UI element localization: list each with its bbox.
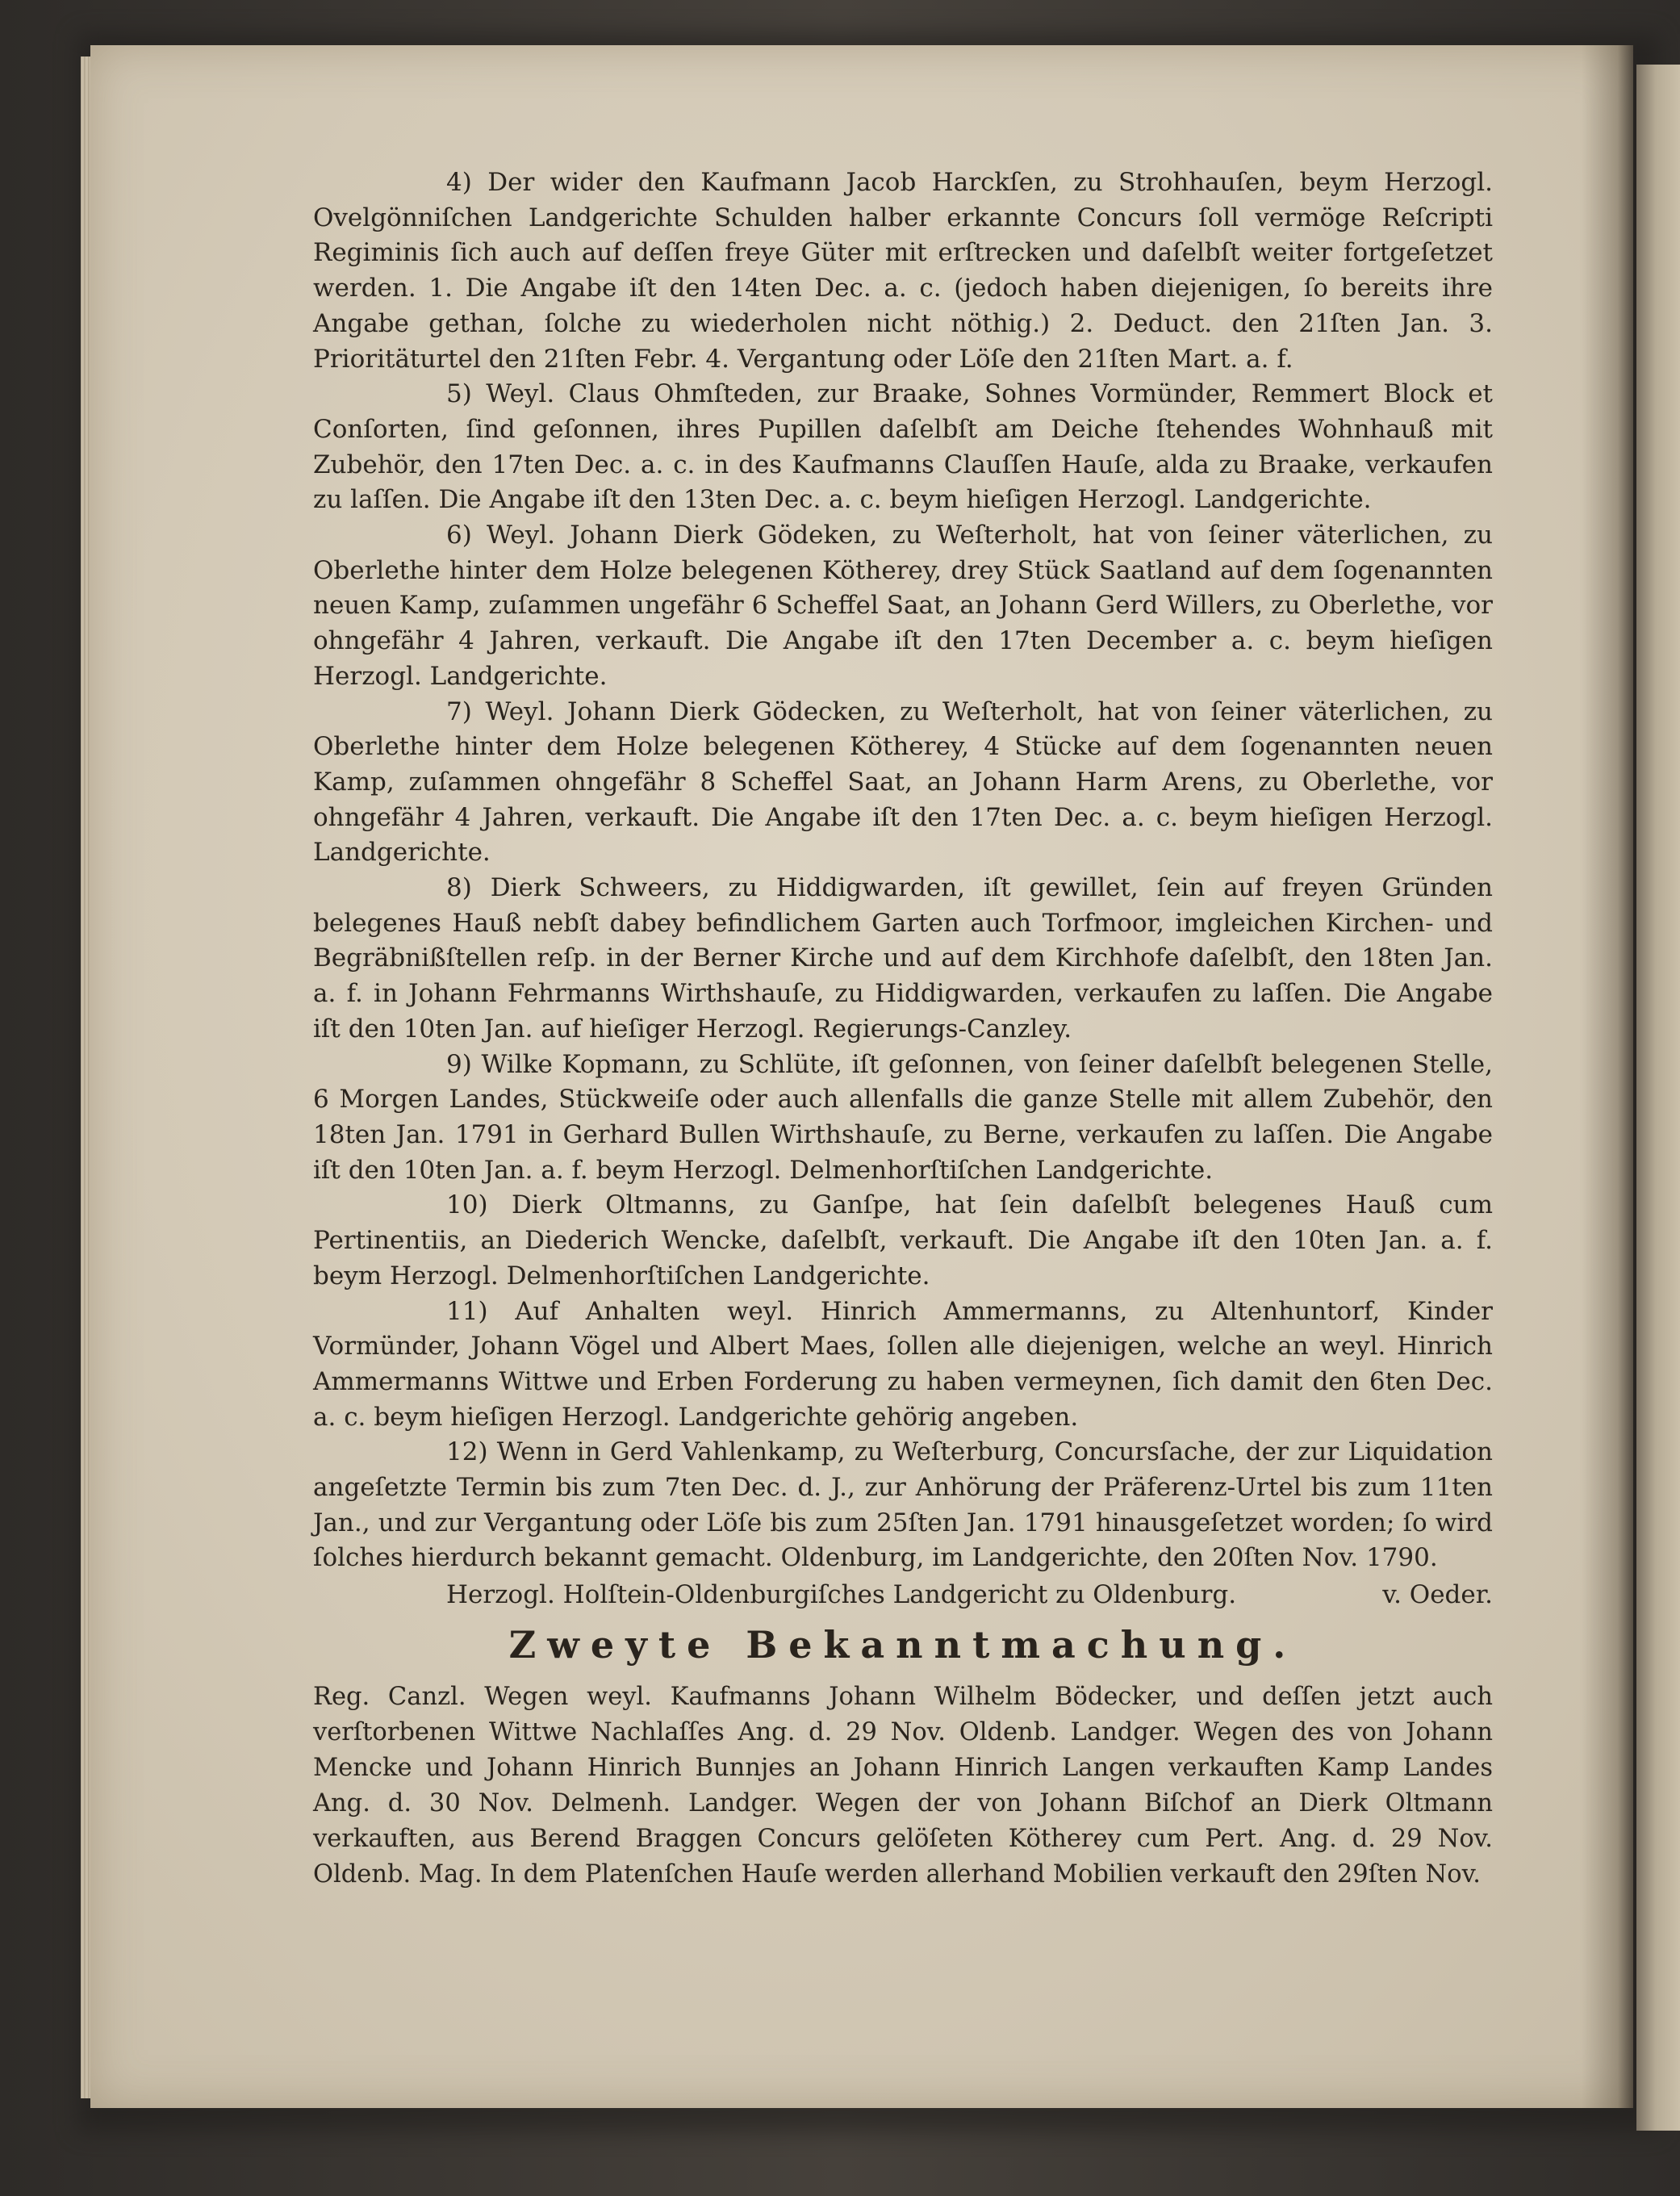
notice-paragraph-4: 4) Der wider den Kaufmann Jacob Harckſen, zu Strohhauſen, beym Herzogl. Ovelgönniſchen Landgerichte Schulden halber erkannte Concurs ſoll vermöge Reſcripti Regiminis ſich auch auf deſſen freye Güter mit erſtrecken und daſelbſt weiter fortgeſetzet werden. 1. Die Angabe iſt den 14ten Dec. a. c. (jedoch haben diejenigen, ſo bereits ihre Angabe gethan, ſolche zu wiederholen nicht nöthig.) 2. Deduct. den 21ſten Jan. 3. Prioritäturtel den 21ſten Febr. 4. Vergantung oder Löſe den 21ſten Mart. a. f. — [313, 168, 1493, 374]
court-signature-line — [313, 1578, 1493, 1613]
notice-paragraph-5: 5) Weyl. Claus Ohmſteden, zur Braake, Sohnes Vormünder, Remmert Block et Conſorten, ſind geſonnen, ihres Pupillen daſelbſt am Deiche ſtehendes Wohnhauß mit Zubehör, den 17ten Dec. a. c. in des Kaufmanns Clauſſen Hauſe, alda zu Braake, verkaufen zu laſſen. Die Angabe iſt den 13ten Dec. a. c. beym hieſigen Herzogl. Landgerichte. — [313, 379, 1493, 515]
notice-paragraph-8: 8) Dierk Schweers, zu Hiddigwarden, iſt gewillet, ſein auf freyen Gründen belegenes Hauß nebſt dabey befindlichem Garten auch Torfmoor, imgleichen Kirchen- und Begräbnißſtellen reſp. in der Berner Kirche und auf dem Kirchhofe daſelbſt, den 18ten Jan. a. f. in Johann Fehrmanns Wirthshauſe, zu Hiddigwarden, verkaufen zu laſſen. Die Angabe iſt den 10ten Jan. auf hieſiger Herzogl. Regierungs-Canzley. — [313, 873, 1493, 1044]
book-gutter — [1582, 45, 1633, 2108]
court-name: Herzogl. Holſtein-Oldenburgiſches Landgericht zu Oldenburg. — [446, 1580, 1237, 1610]
notice-paragraph-11: 11) Auf Anhalten weyl. Hinrich Ammermanns, zu Altenhuntorf, Kinder Vormünder, Johann Vögel und Albert Maes, ſollen alle diejenigen, welche an weyl. Hinrich Ammermanns Wittwe und Erben Forderung zu haben vermeynen, ſich damit den 6ten Dec. a. c. beym hieſigen Herzogl. Landgerichte gehörig angeben. — [313, 1296, 1493, 1432]
notice-paragraph-9: 9) Wilke Kopmann, zu Schlüte, iſt geſonnen, von ſeiner daſelbſt belegenen Stelle, 6 Morgen Landes, Stückweiſe oder auch allenfalls die ganze Stelle mit allem Zubehör, den 18ten Jan. 1791 in Gerhard Bullen Wirthshauſe, zu Berne, verkaufen zu laſſen. Die Angabe iſt den 10ten Jan. a. f. beym Herzogl. Delmenhorſtiſchen Landgerichte. — [313, 1049, 1493, 1185]
page-text-block — [313, 165, 1493, 1893]
facing-page-edge — [1636, 65, 1680, 2131]
notice-paragraph-6: 6) Weyl. Johann Dierk Gödeken, zu Weſterholt, hat von ſeiner väterlichen, zu Oberlethe hinter dem Holze belegenen Kötherey, drey Stück Saatland auf dem ſogenannten neuen Kamp, zuſammen ungefähr 6 Scheffel Saat, an Johann Gerd Willers, zu Oberlethe, vor ohngefähr 4 Jahren, verkauft. Die Angabe iſt den 17ten December a. c. beym hieſigen Herzogl. Landgerichte. — [313, 521, 1493, 691]
section-title: Zweyte Bekanntmachung. — [508, 1622, 1298, 1667]
notice-paragraph-10: 10) Dierk Oltmanns, zu Ganſpe, hat ſein daſelbſt belegenes Hauß cum Pertinentiis, an Diederich Wencke, daſelbſt, verkauft. Die Angabe iſt den 10ten Jan. a. f. beym Herzogl. Delmenhorſtiſchen Landgerichte. — [313, 1190, 1493, 1290]
signer-name: v. Oeder. — [1382, 1580, 1493, 1610]
notice-paragraph-7: 7) Weyl. Johann Dierk Gödecken, zu Weſterholt, hat von ſeiner väterlichen, zu Oberlethe hinter dem Holze belegenen Kötherey, 4 Stücke auf dem ſogenannten neuen Kamp, zuſammen ohngefähr 8 Scheffel Saat, an Johann Harm Arens, zu Oberlethe, vor ohngefähr 4 Jahren, verkauft. Die Angabe iſt den 17ten Dec. a. c. beym hieſigen Herzogl. Landgerichte. — [313, 696, 1493, 868]
second-notices-paragraph: Reg. Canzl. Wegen weyl. Kaufmanns Johann Wilhelm Bödecker, und deſſen jetzt auch verſtorbenen Wittwe Nachlaſſes Ang. d. 29 Nov. Oldenb. Landger. Wegen des von Johann Mencke und Johann Hinrich Bunnjes an Johann Hinrich Langen verkauften Kamp Landes Ang. d. 30 Nov. Delmenh. Landger. Wegen der von Johann Biſchof an Dierk Oltmann verkauften, aus Berend Braggen Concurs gelöſeten Kötherey cum Pert. Ang. d. 29 Nov. Oldenb. Mag. In dem Platenſchen Hauſe werden allerhand Mobilien verkauft den 29ſten Nov. — [313, 1682, 1493, 1889]
notice-paragraph-12: 12) Wenn in Gerd Vahlenkamp, zu Weſterburg, Concursſache, der zur Liquidation angeſetzte Termin bis zum 7ten Dec. d. J., zur Anhörung der Präferenz-Urtel bis zum 11ten Jan., und zur Vergantung oder Löſe bis zum 25ſten Jan. 1791 hinausgeſetzet worden; ſo wird ſolches hierdurch bekannt gemacht. Oldenburg, im Landgerichte, den 20ſten Nov. 1790. — [313, 1437, 1493, 1573]
